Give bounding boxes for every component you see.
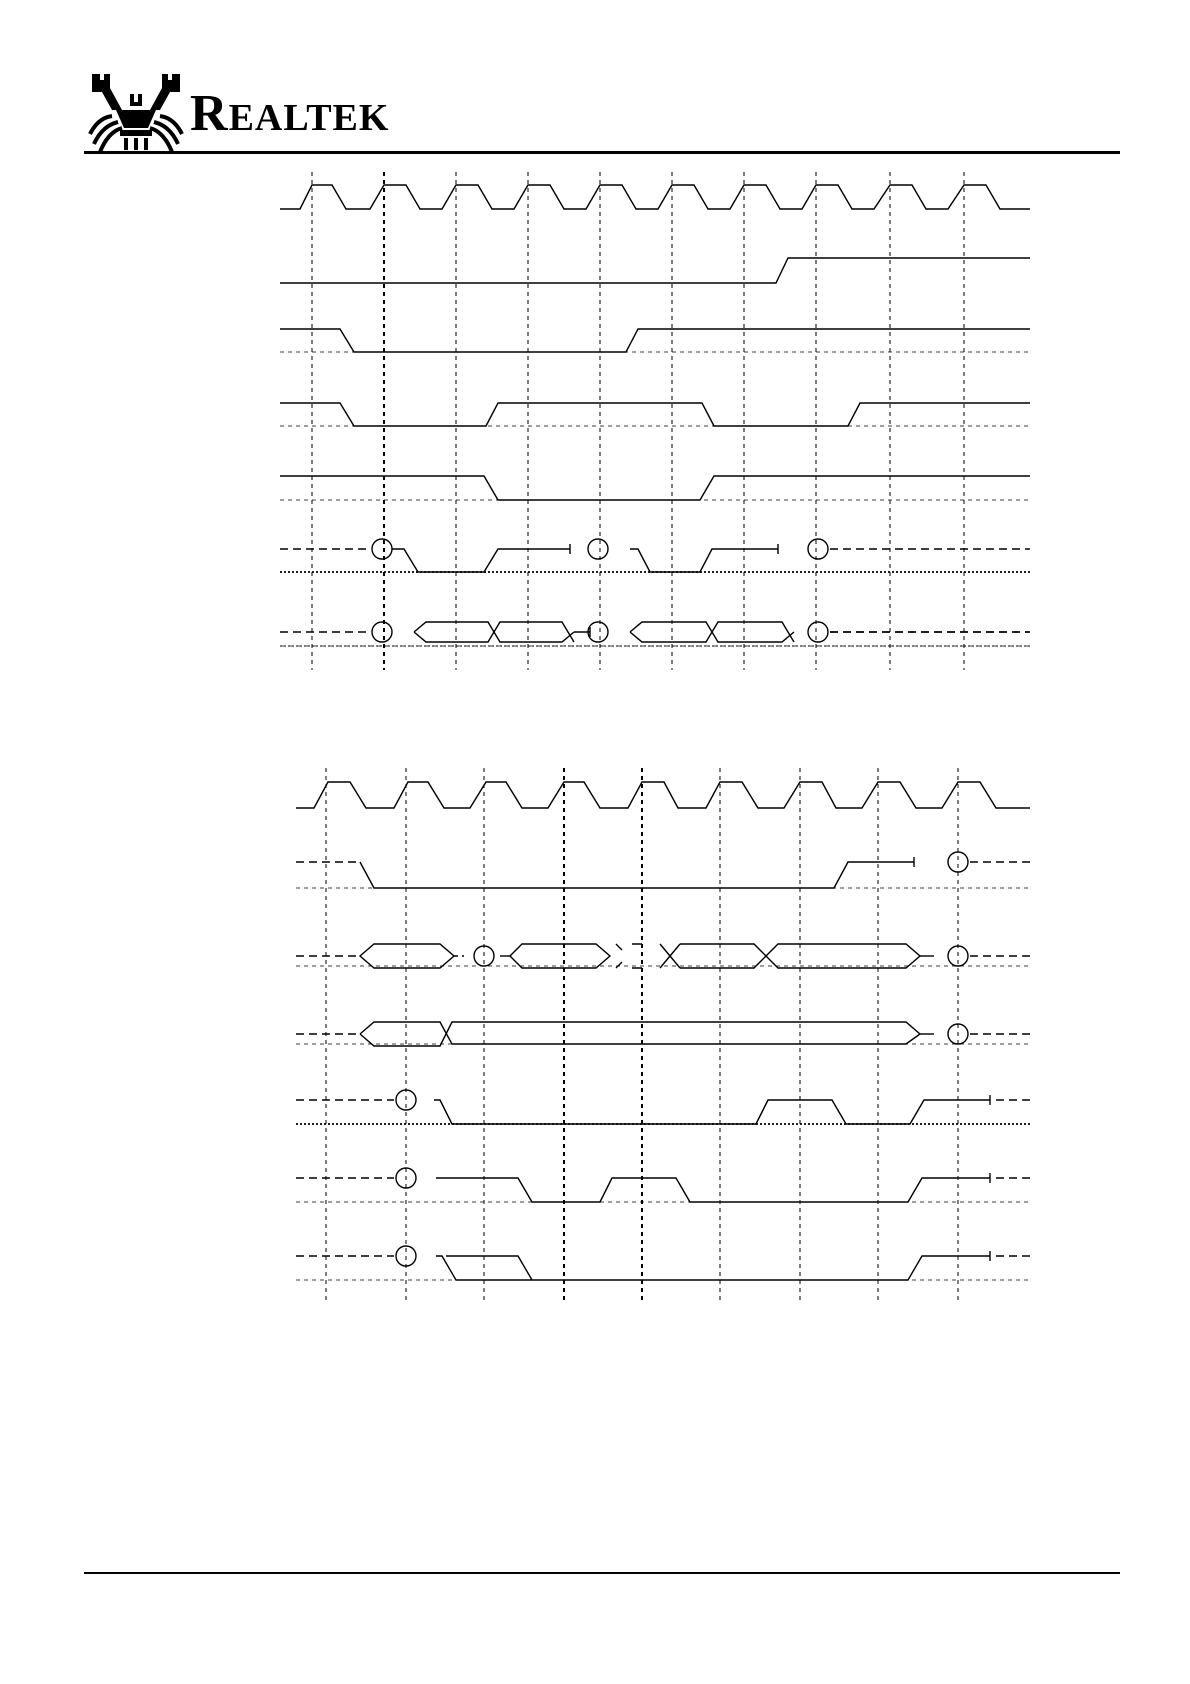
brand-rest: EALTEK [228, 97, 390, 139]
brand-initial: R [190, 85, 229, 142]
footer-rule [84, 1572, 1120, 1574]
